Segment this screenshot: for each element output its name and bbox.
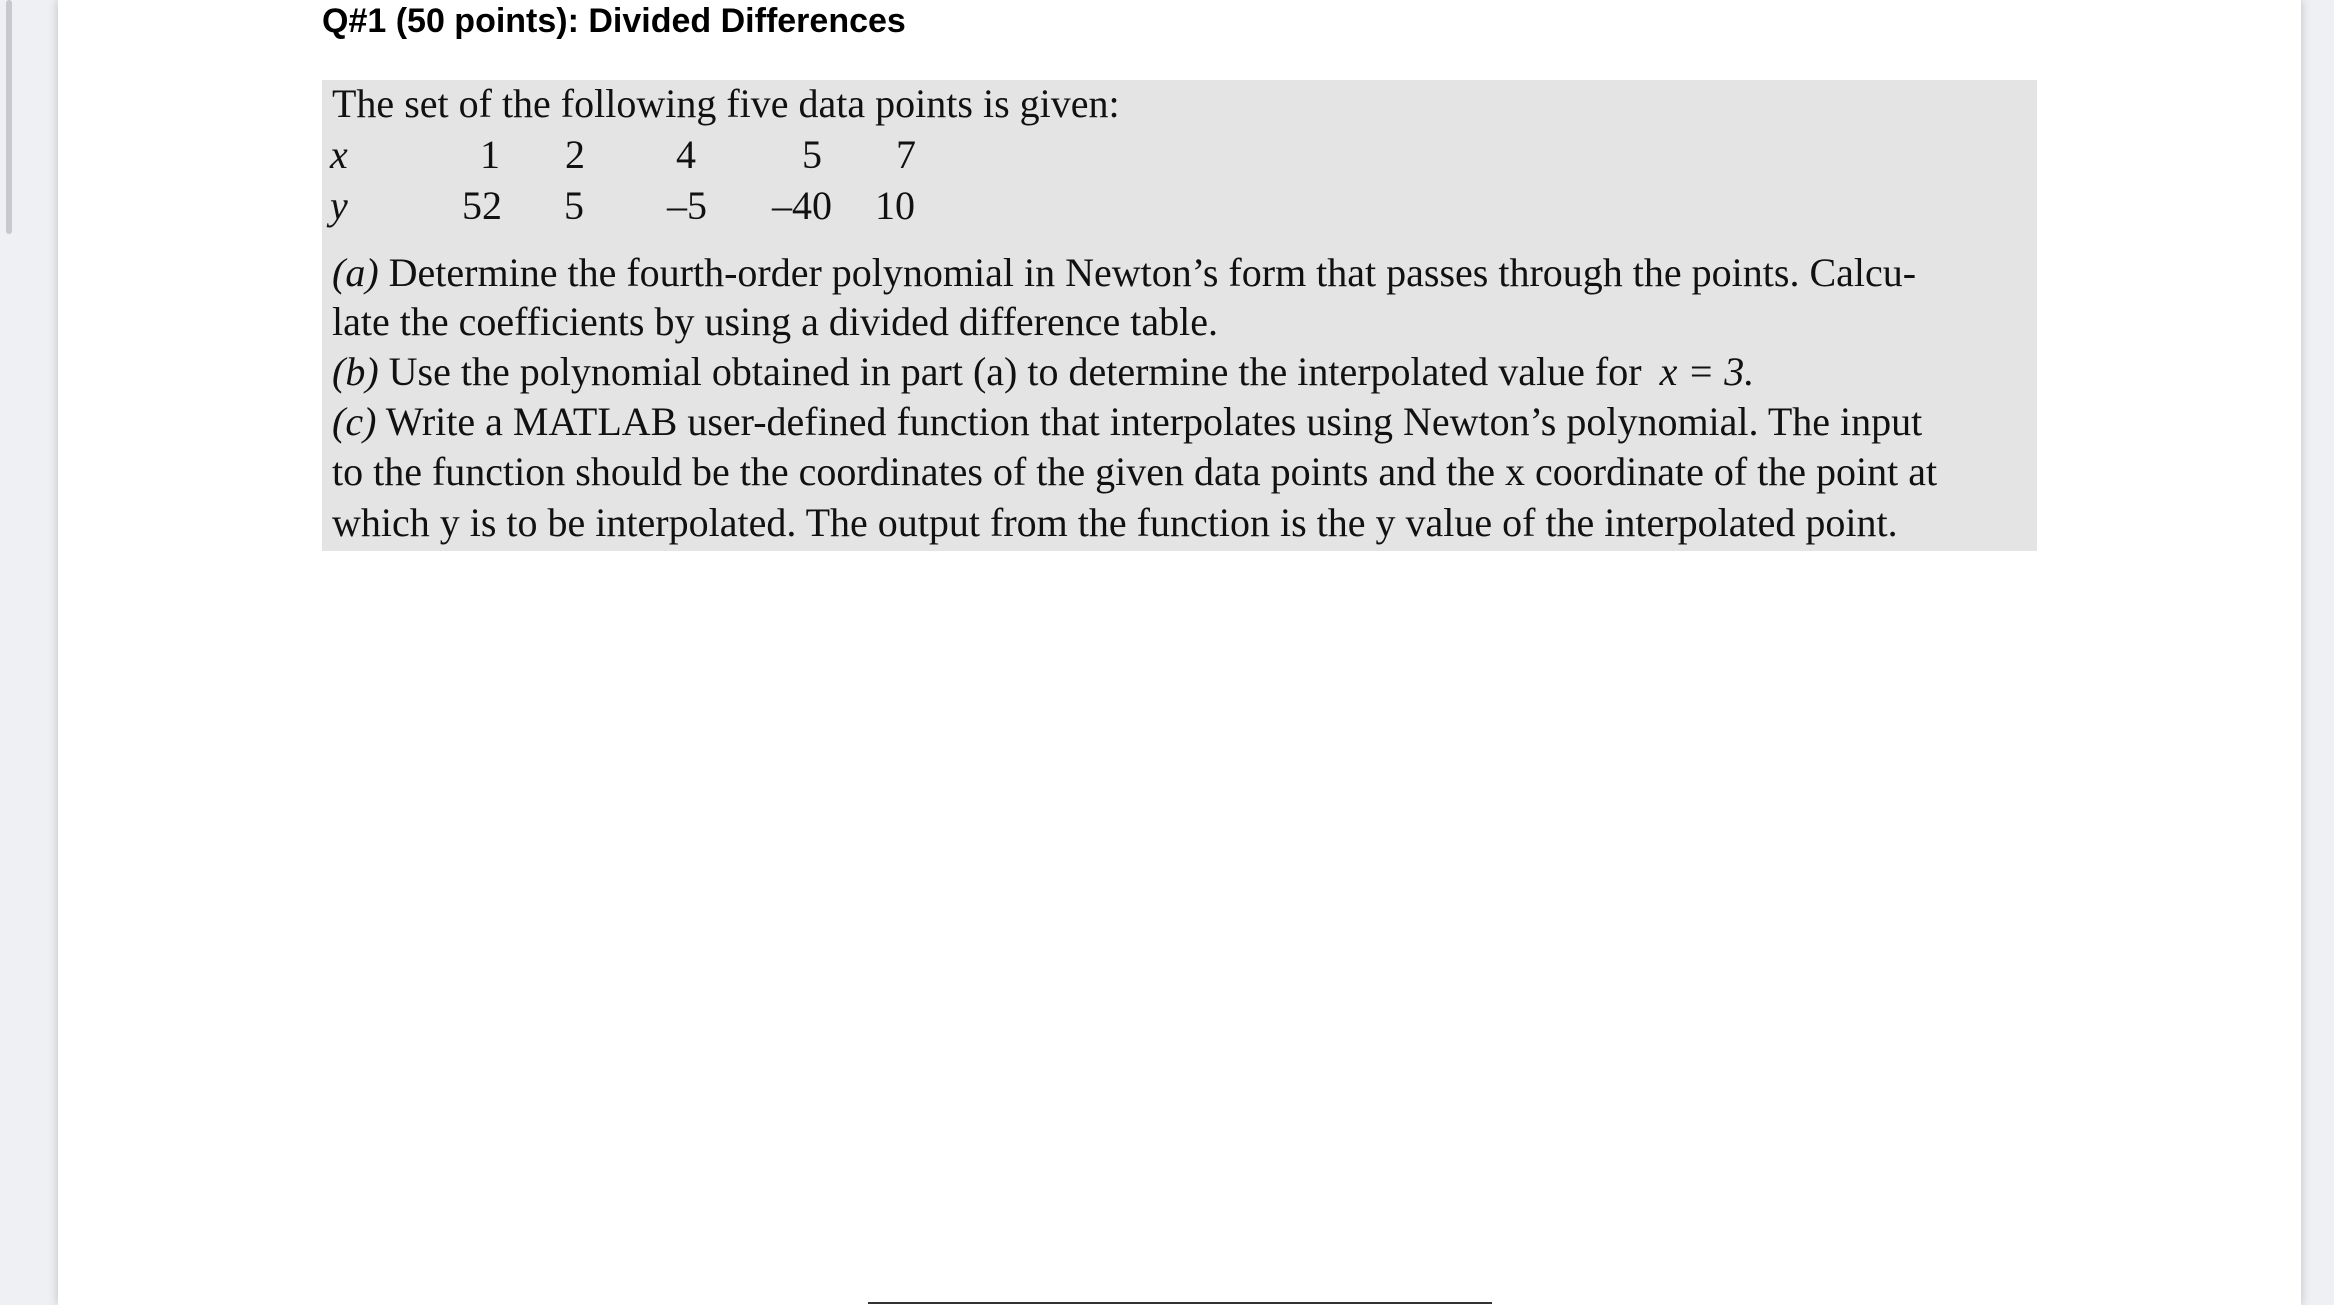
- part-b: [332, 347, 1754, 397]
- part-b-tag: (b): [332, 349, 379, 394]
- x-value: 7: [896, 132, 916, 177]
- part-b-math: x = 3.: [1659, 349, 1755, 394]
- y-value: –40: [772, 183, 832, 228]
- x-value: 2: [565, 132, 585, 177]
- document-page: [58, 0, 2301, 1305]
- part-a-text: Determine the fourth-order polynomial in Newton’s form that passes through the points. Calcu-: [388, 250, 1917, 295]
- part-c-line-2: to the function should be the coordinates of the given data points and the x coordinate of the point at: [332, 449, 1938, 494]
- part-a-line-1: [332, 248, 1916, 298]
- problem-intro: The set of the following five data points is given:: [332, 81, 1120, 126]
- x-value: 1: [480, 132, 500, 177]
- y-value: –5: [667, 183, 707, 228]
- question-title: Q#1 (50 points): Divided Differences: [322, 2, 906, 40]
- part-b-text: Use the polynomial obtained in part (a) to determine the interpolated value for: [388, 349, 1642, 394]
- part-a-line-2: late the coefficients by using a divided difference table.: [332, 299, 1218, 344]
- y-value: 52: [462, 183, 502, 228]
- y-label: y: [330, 183, 348, 228]
- scroll-indicator[interactable]: [6, 0, 12, 234]
- part-a-tag: (a): [332, 250, 379, 295]
- y-value: 5: [564, 183, 584, 228]
- x-value: 4: [676, 132, 696, 177]
- problem-image: [322, 80, 2037, 551]
- part-c-line-1: [332, 397, 1922, 447]
- part-c-tag: (c): [332, 399, 377, 444]
- y-value: 10: [875, 183, 915, 228]
- part-c-line-3: which y is to be interpolated. The output from the function is the y value of the interpolated point.: [332, 500, 1898, 545]
- footer-rule: [868, 1302, 1492, 1304]
- x-label: x: [330, 132, 348, 177]
- part-c-text: Write a MATLAB user-defined function that interpolates using Newton’s polynomial. The input: [385, 399, 1923, 444]
- x-value: 5: [802, 132, 822, 177]
